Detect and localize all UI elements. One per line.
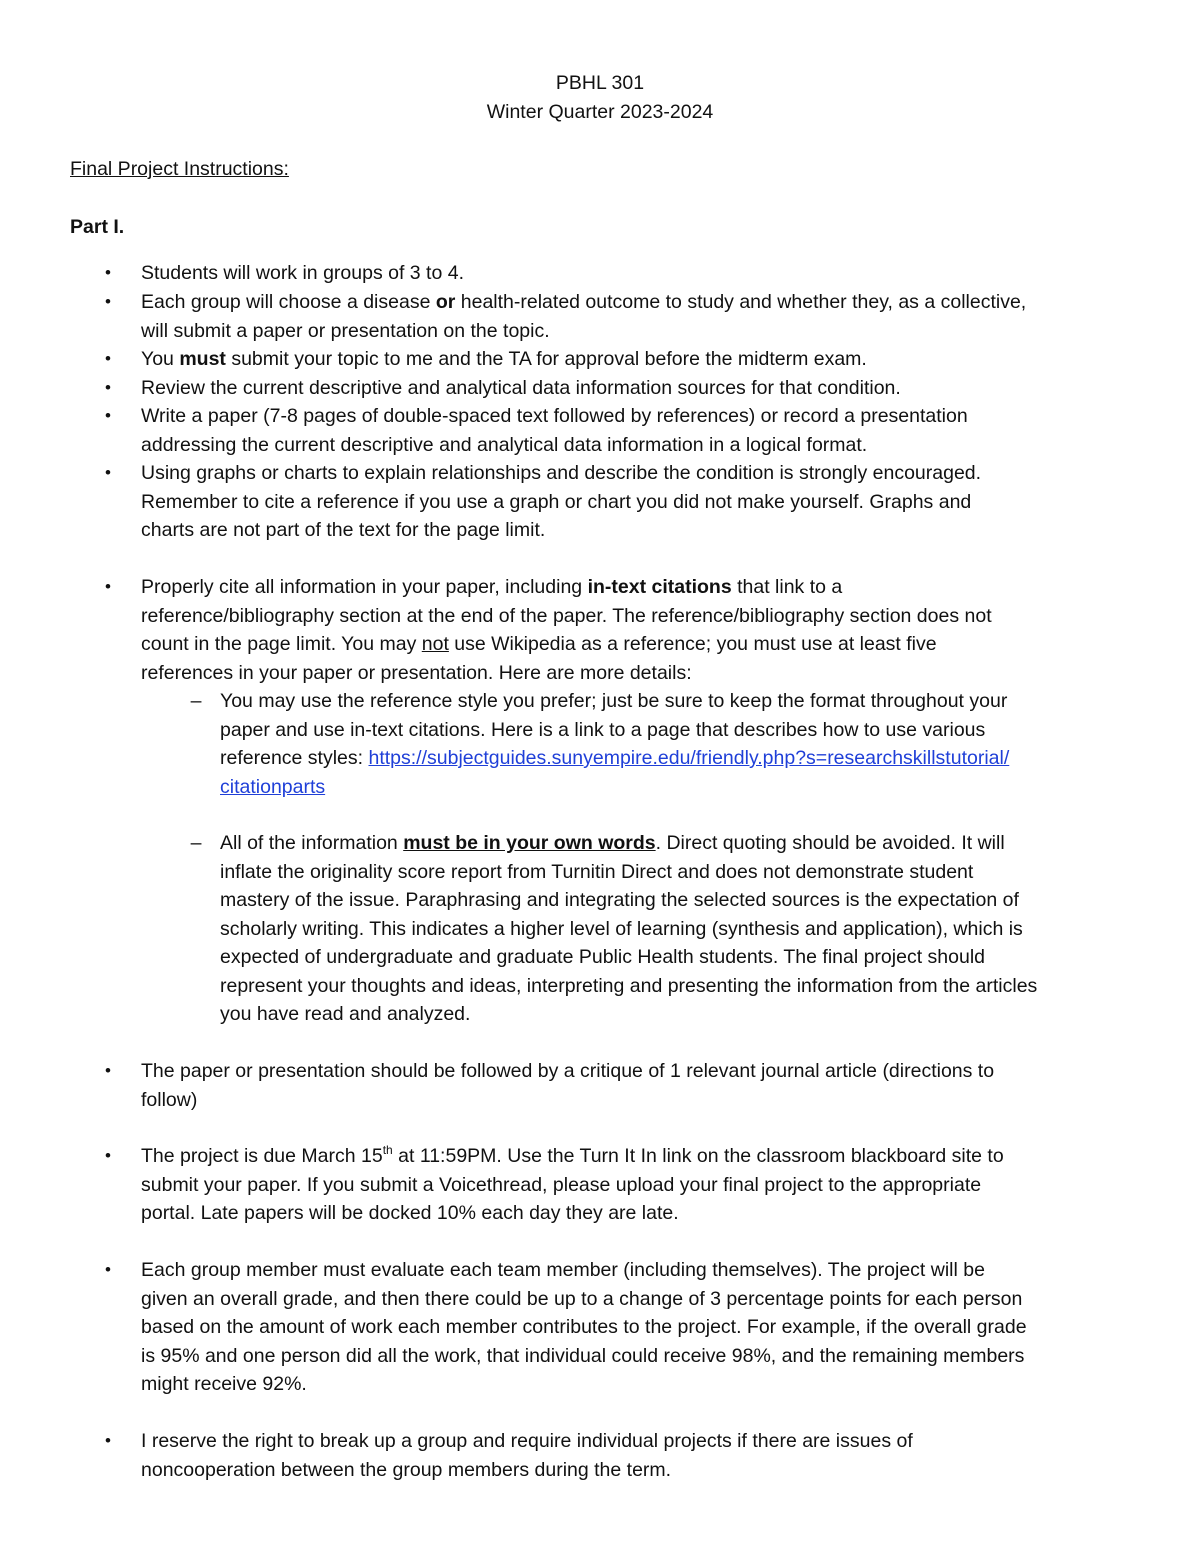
sub-list-item: All of the information must be in your own words. Direct quoting should be avoided. It will inflate the originality score report from Turnitin Direct and does not demonstrate student mastery of the issue. Paraphrasing and integrating the selected sources is the expectation of scholarly writing. This indicates a higher level of learning (synthesis and application), which is expected of undergraduate and graduate Public Health students. The final project should represent your thoughts and ideas, interpreting and presenting the information from the articles you have read and analyzed. bbox=[220, 832, 1038, 1025]
list-item: I reserve the right to break up a group and require individual projects if there are issues of noncooperation between the group members during the term. bbox=[141, 1430, 913, 1481]
bullet-marker: • bbox=[105, 463, 111, 482]
list-item: Review the current descriptive and analytical data information sources for that condition. bbox=[141, 377, 901, 399]
list-item: Each group member must evaluate each team member (including themselves). The project will be given an overall grade, and then there could be up to a change of 3 percentage points for each person based on the amount of work each member contributes to the project. For example, if the overall grade is 95% and one person did all the work, that individual could receive 98%, and the remaining members might receive 92%. bbox=[141, 1259, 1027, 1395]
bullet-marker: • bbox=[105, 1260, 111, 1279]
reference-styles-link-continued[interactable]: citationparts bbox=[220, 775, 326, 798]
bullet-marker: • bbox=[105, 263, 111, 282]
bullet-marker: • bbox=[105, 378, 111, 397]
bullet-marker: • bbox=[105, 349, 111, 368]
term-title: Winter Quarter 2023-2024 bbox=[486, 101, 714, 123]
reference-styles-link[interactable]: https://subjectguides.sunyempire.edu/friendly.php?s=researchskillstutorial/ bbox=[368, 747, 1010, 769]
list-item: Write a paper (7-8 pages of double-spaced text followed by references) or record a presentation addressing the current descriptive and analytical data information in a logical format. bbox=[141, 405, 968, 456]
part-title: Part I. bbox=[70, 216, 125, 238]
list-item: Each group will choose a disease or health-related outcome to study and whether they, as a collective, will submit a paper or presentation on the topic. bbox=[141, 291, 1027, 342]
list-item: Properly cite all information in your paper, including in-text citations that link to a reference/bibliography section at the end of the paper. The reference/bibliography section does not count in the page limit. You may not use Wikipedia as a reference; you must use at least five references in your paper or presentation. Here are more details: bbox=[141, 576, 992, 684]
bullet-marker: • bbox=[105, 1146, 111, 1165]
sub-list-item: You may use the reference style you prefer; just be sure to keep the format throughout your paper and use in-text citations. Here is a link to a page that describes how to use various reference styles: https://subjectguides.sunyempire.edu/friendly.php?s=researchskillstutorial/ citationparts bbox=[220, 690, 1010, 798]
dash-marker: – bbox=[190, 832, 202, 854]
list-item: Using graphs or charts to explain relationships and describe the condition is strongly encouraged. Remember to cite a reference if you use a graph or chart you did not make yourself. Graphs and charts are not part of the text for the page limit. bbox=[141, 462, 982, 541]
instructions-title: Final Project Instructions: bbox=[70, 158, 289, 180]
list-item: The project is due March 15th at 11:59PM. Use the Turn It In link on the classroom blackboard site to submit your paper. If you submit a Voicethread, please upload your final project to the appropriate portal. Late papers will be docked 10% each day they are late. bbox=[141, 1143, 1004, 1224]
bullet-marker: • bbox=[105, 292, 111, 311]
list-item: You must submit your topic to me and the TA for approval before the midterm exam. bbox=[141, 348, 867, 370]
bullet-marker: • bbox=[105, 1061, 111, 1080]
bullet-marker: • bbox=[105, 406, 111, 425]
list-item: The paper or presentation should be followed by a critique of 1 relevant journal article (directions to follow) bbox=[141, 1060, 995, 1111]
dash-marker: – bbox=[190, 690, 202, 712]
bullet-marker: • bbox=[105, 1431, 111, 1450]
list-item: Students will work in groups of 3 to 4. bbox=[141, 262, 464, 284]
course-title: PBHL 301 bbox=[555, 72, 645, 94]
bullet-marker: • bbox=[105, 577, 111, 596]
